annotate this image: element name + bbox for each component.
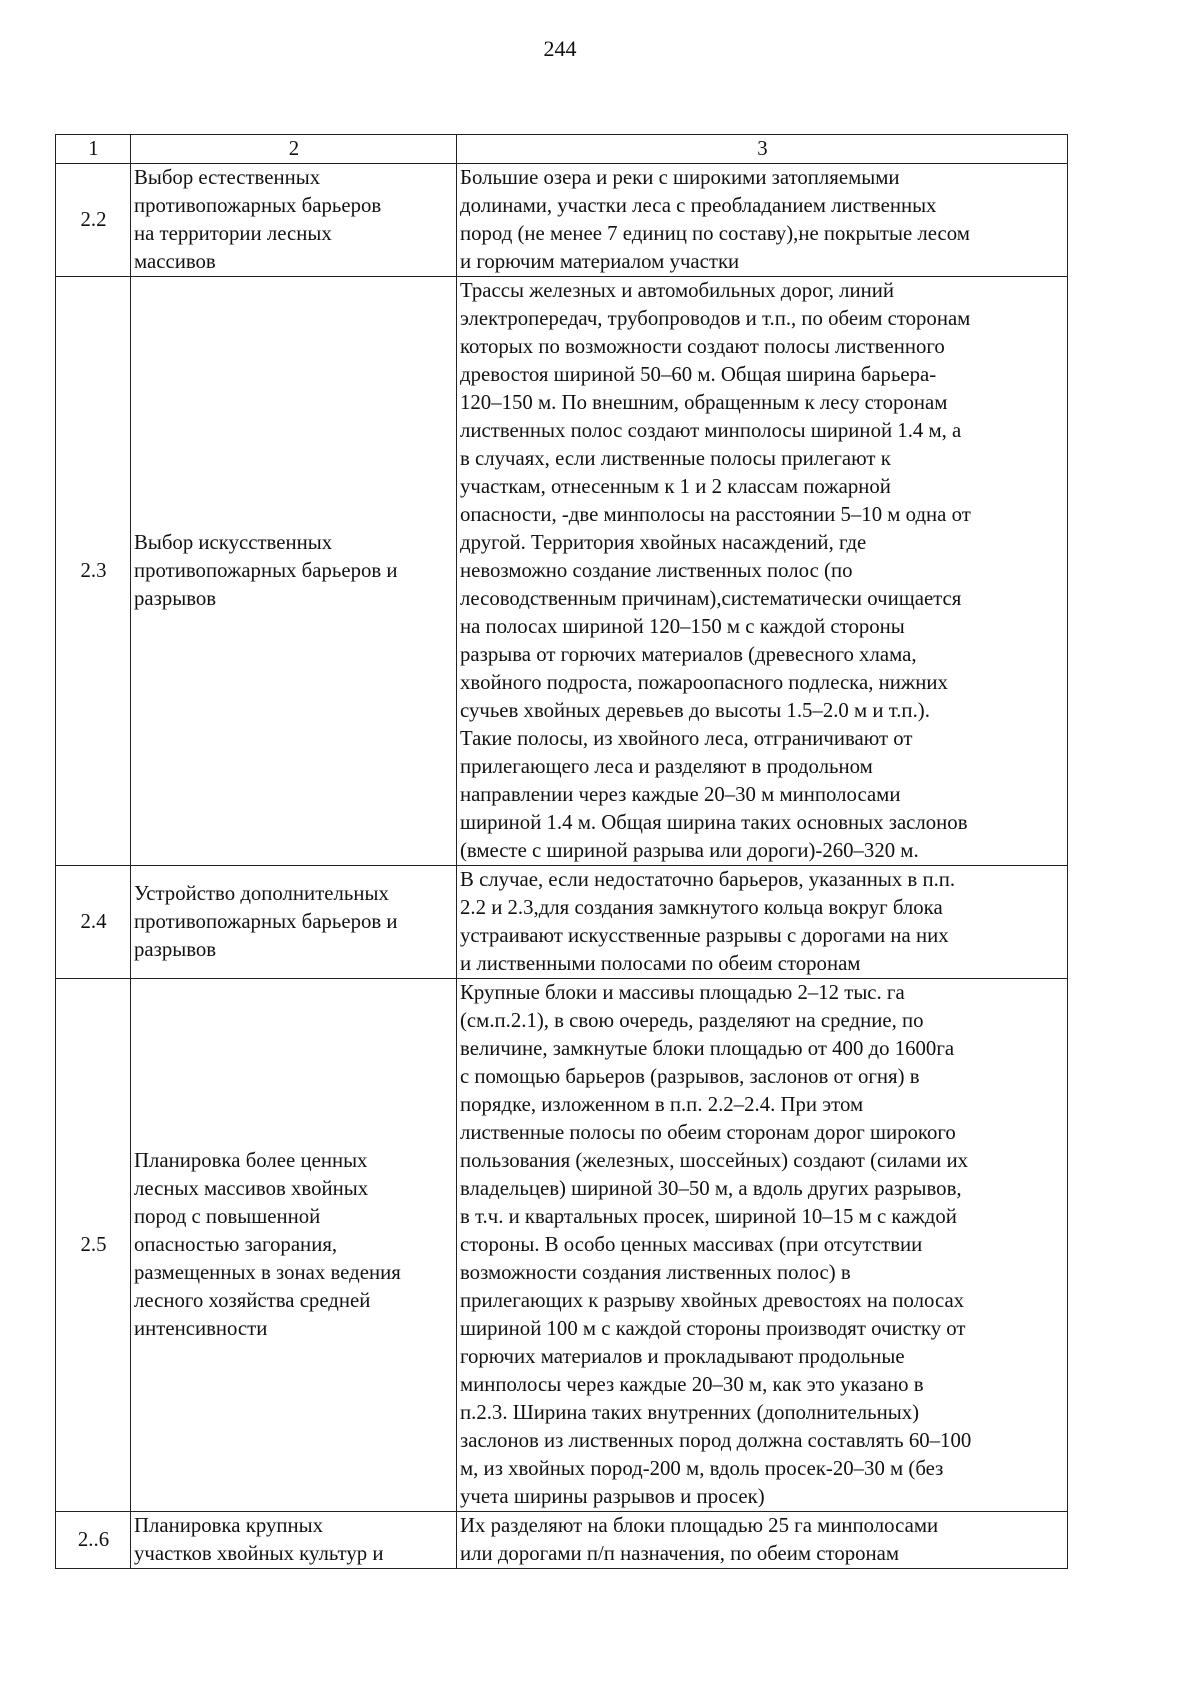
table-row: [56, 164, 1068, 277]
row-number: 2.5: [56, 979, 131, 1512]
row-title: Выбор естественных противопожарных барьеров на территории лесных массивов: [134, 166, 382, 273]
row-description: Большие озера и реки с широкими затопляемыми долинами, участки леса с преобладанием лиственных пород (не менее 7 единиц по составу),не покрытые лесом и горючим материалом участки: [460, 166, 970, 273]
row-number: 2.2: [56, 164, 131, 277]
table-row: [56, 866, 1068, 979]
row-number: 2..6: [56, 1512, 131, 1569]
table-row: [56, 277, 1068, 866]
table-header-row: [56, 135, 1068, 164]
row-title: Устройство дополнительных противопожарных барьеров и разрывов: [134, 882, 398, 961]
row-title: Планировка более ценных лесных массивов хвойных пород с повышенной опасностью загорания, размещенных в зонах ведения лесного хозяйства средней интенсивности: [134, 1149, 401, 1340]
row-title: Планировка крупных участков хвойных культур и: [134, 1514, 384, 1565]
header-cell-2: 2: [131, 135, 457, 164]
row-number: 2.4: [56, 866, 131, 979]
row-description: Крупные блоки и массивы площадью 2–12 тыс. га (см.п.2.1), в свою очередь, разделяют на средние, по величине, замкнутые блоки площадью от 400 до 1600га с помощью барьеров (разрывов, заслонов от огня) в порядке, изложенном в п.п. 2.2–2.4. При этом лиственные полосы по обеим сторонам дорог широкого пользования (железных, шоссейных) создают (силами их владельцев) шириной 30–50 м, а вдоль других разрывов, в т.ч. и квартальных просек, шириной 10–15 м с каждой стороны. В особо ценных массивах (при отсутствии возможности создания лиственных полос) в прилегающих к разрыву хвойных древостоях на полосах шириной 100 м с каждой стороны производят очистку от горючих материалов и прокладывают продольные минполосы через каждые 20–30 м, как это указано в п.2.3. Ширина таких внутренних (дополнительных) заслонов из лиственных пород должна составлять 60–100 м, из хвойных пород-200 м, вдоль просек-20–30 м (без учета ширины разрывов и просек): [460, 981, 972, 1508]
page-number: 244: [543, 36, 577, 61]
table-row: [56, 1512, 1068, 1569]
header-cell-1: 1: [56, 135, 131, 164]
row-title: Выбор искусственных противопожарных барьеров и разрывов: [134, 531, 398, 610]
row-number: 2.3: [56, 277, 131, 866]
header-cell-3: 3: [457, 135, 1068, 164]
row-description: В случае, если недостаточно барьеров, указанных в п.п. 2.2 и 2.3,для создания замкнутого кольца вокруг блока устраивают искусственные разрывы с дорогами на них и лиственными полосами по обеим сторонам: [460, 868, 956, 975]
table-row: [56, 979, 1068, 1512]
row-description: Трассы железных и автомобильных дорог, линий электропередач, трубопроводов и т.п., по обеим сторонам которых по возможности создают полосы лиственного древостоя шириной 50–60 м. Общая ширина барьера- 120–150 м. По внешним, обращенным к лесу сторонам лиственных полос создают минполосы шириной 1.4 м, а в случаях, если лиственные полосы прилегают к участкам, отнесенным к 1 и 2 классам пожарной опасности, -две минполосы на расстоянии 5–10 м одна от другой. Территория хвойных насаждений, где невозможно создание лиственных полос (по лесоводственным причинам),систематически очищается на полосах шириной 120–150 м с каждой стороны разрыва от горючих материалов (древесного хлама, хвойного подроста, пожароопасного подлеска, нижних сучьев хвойных деревьев до высоты 1.5–2.0 м и т.п.). Такие полосы, из хвойного леса, отграничивают от прилегающего леса и разделяют в продольном направлении через каждые 20–30 м минполосами шириной 1.4 м. Общая ширина таких основных заслонов (вместе с шириной разрыва или дороги)-260–320 м.: [460, 279, 971, 862]
fire-barrier-table: [55, 134, 1068, 1569]
row-description: Их разделяют на блоки площадью 25 га минполосами или дорогами п/п назначения, по обеим сторонам: [460, 1514, 939, 1565]
